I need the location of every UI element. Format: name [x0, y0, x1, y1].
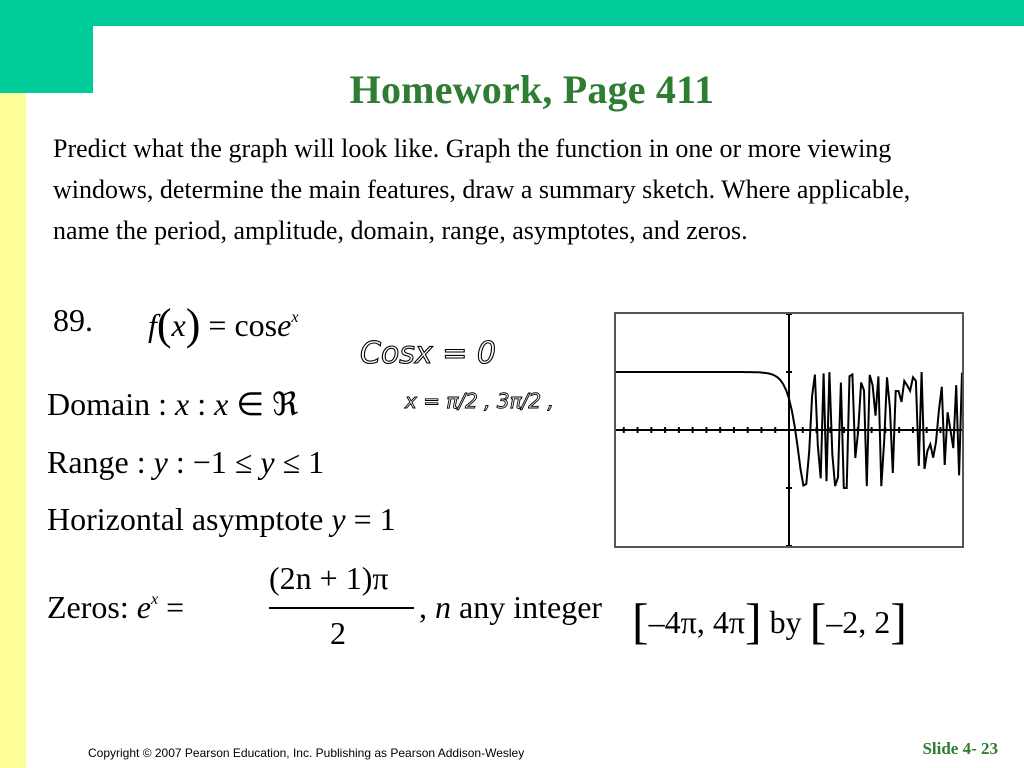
range-label: Range :: [47, 444, 154, 480]
calculator-graph: [614, 312, 964, 548]
function-base: e: [277, 307, 292, 343]
zeros-exponent: x: [150, 591, 159, 608]
range-line: [47, 444, 324, 481]
zeros-comma: ,: [419, 589, 427, 625]
zeros-label: Zeros:: [47, 589, 137, 625]
fraction-bar: [269, 607, 414, 609]
range-var: y: [153, 444, 168, 480]
zeros-n: n: [435, 589, 451, 625]
problem-number: 89.: [53, 302, 93, 338]
domain-line: [47, 385, 298, 423]
asymptote-expr: = 1: [345, 501, 396, 537]
zeros-base: e: [136, 589, 151, 625]
window-y-range: –2, 2: [826, 604, 891, 640]
zeros-line: [47, 560, 1007, 655]
domain-in: ∈: [228, 386, 273, 422]
asymptote-var: y: [331, 501, 346, 537]
function-name: f: [148, 307, 157, 343]
function-variable: x: [171, 307, 186, 343]
domain-set: ℜ: [272, 386, 299, 422]
handwritten-notes: [355, 330, 585, 425]
left-accent-stripe: [0, 93, 26, 768]
zeros-tail: any integer: [451, 589, 603, 625]
zeros-numerator: (2n + 1)π: [269, 560, 389, 596]
function-cos: cos: [234, 307, 278, 343]
window-by: by: [761, 604, 810, 640]
domain-colon: :: [189, 386, 215, 422]
range-var-2: y: [260, 444, 275, 480]
function-exponent: x: [291, 309, 299, 326]
asymptote-line: [47, 501, 396, 538]
zeros-label-group: [47, 589, 184, 626]
asymptote-label: Horizontal asymptote: [47, 501, 332, 537]
domain-label: Domain :: [47, 386, 175, 422]
function-definition: f(x) = cose$^x$: [148, 300, 299, 349]
handwriting-line-2: x = π/2 , 3π/2 ,: [405, 389, 554, 413]
handwriting-line-1: Cosx = 0: [360, 336, 496, 371]
domain-expr: x: [214, 386, 229, 422]
domain-var: x: [174, 386, 190, 422]
zeros-denominator: 2: [330, 615, 346, 651]
zeros-equals: =: [158, 589, 185, 625]
viewing-window: [–4π, 4π] by [–2, 2]: [632, 593, 907, 649]
slide-title: Homework, Page 411: [349, 67, 715, 112]
window-x-range: –4π, 4π: [648, 604, 745, 640]
graph-canvas: [616, 314, 962, 546]
function-equals: =: [208, 307, 227, 343]
instructions-text: Predict what the graph will look like. Graph the function in one or more viewing windows, determine the main features, draw a summary sketch. Where applicable, name the period, amplitude, domain, range, asymptotes, and zeros.: [53, 134, 911, 245]
slide-number: Slide 4- 23: [922, 739, 998, 758]
zeros-tail-group: [419, 589, 602, 626]
copyright-text: Copyright © 2007 Pearson Education, Inc. Publishing as Pearson Addison-Wesley: [88, 746, 525, 760]
range-expr: : −1 ≤: [167, 444, 261, 480]
range-expr-2: ≤ 1: [274, 444, 325, 480]
top-accent-bar: [0, 0, 1024, 26]
